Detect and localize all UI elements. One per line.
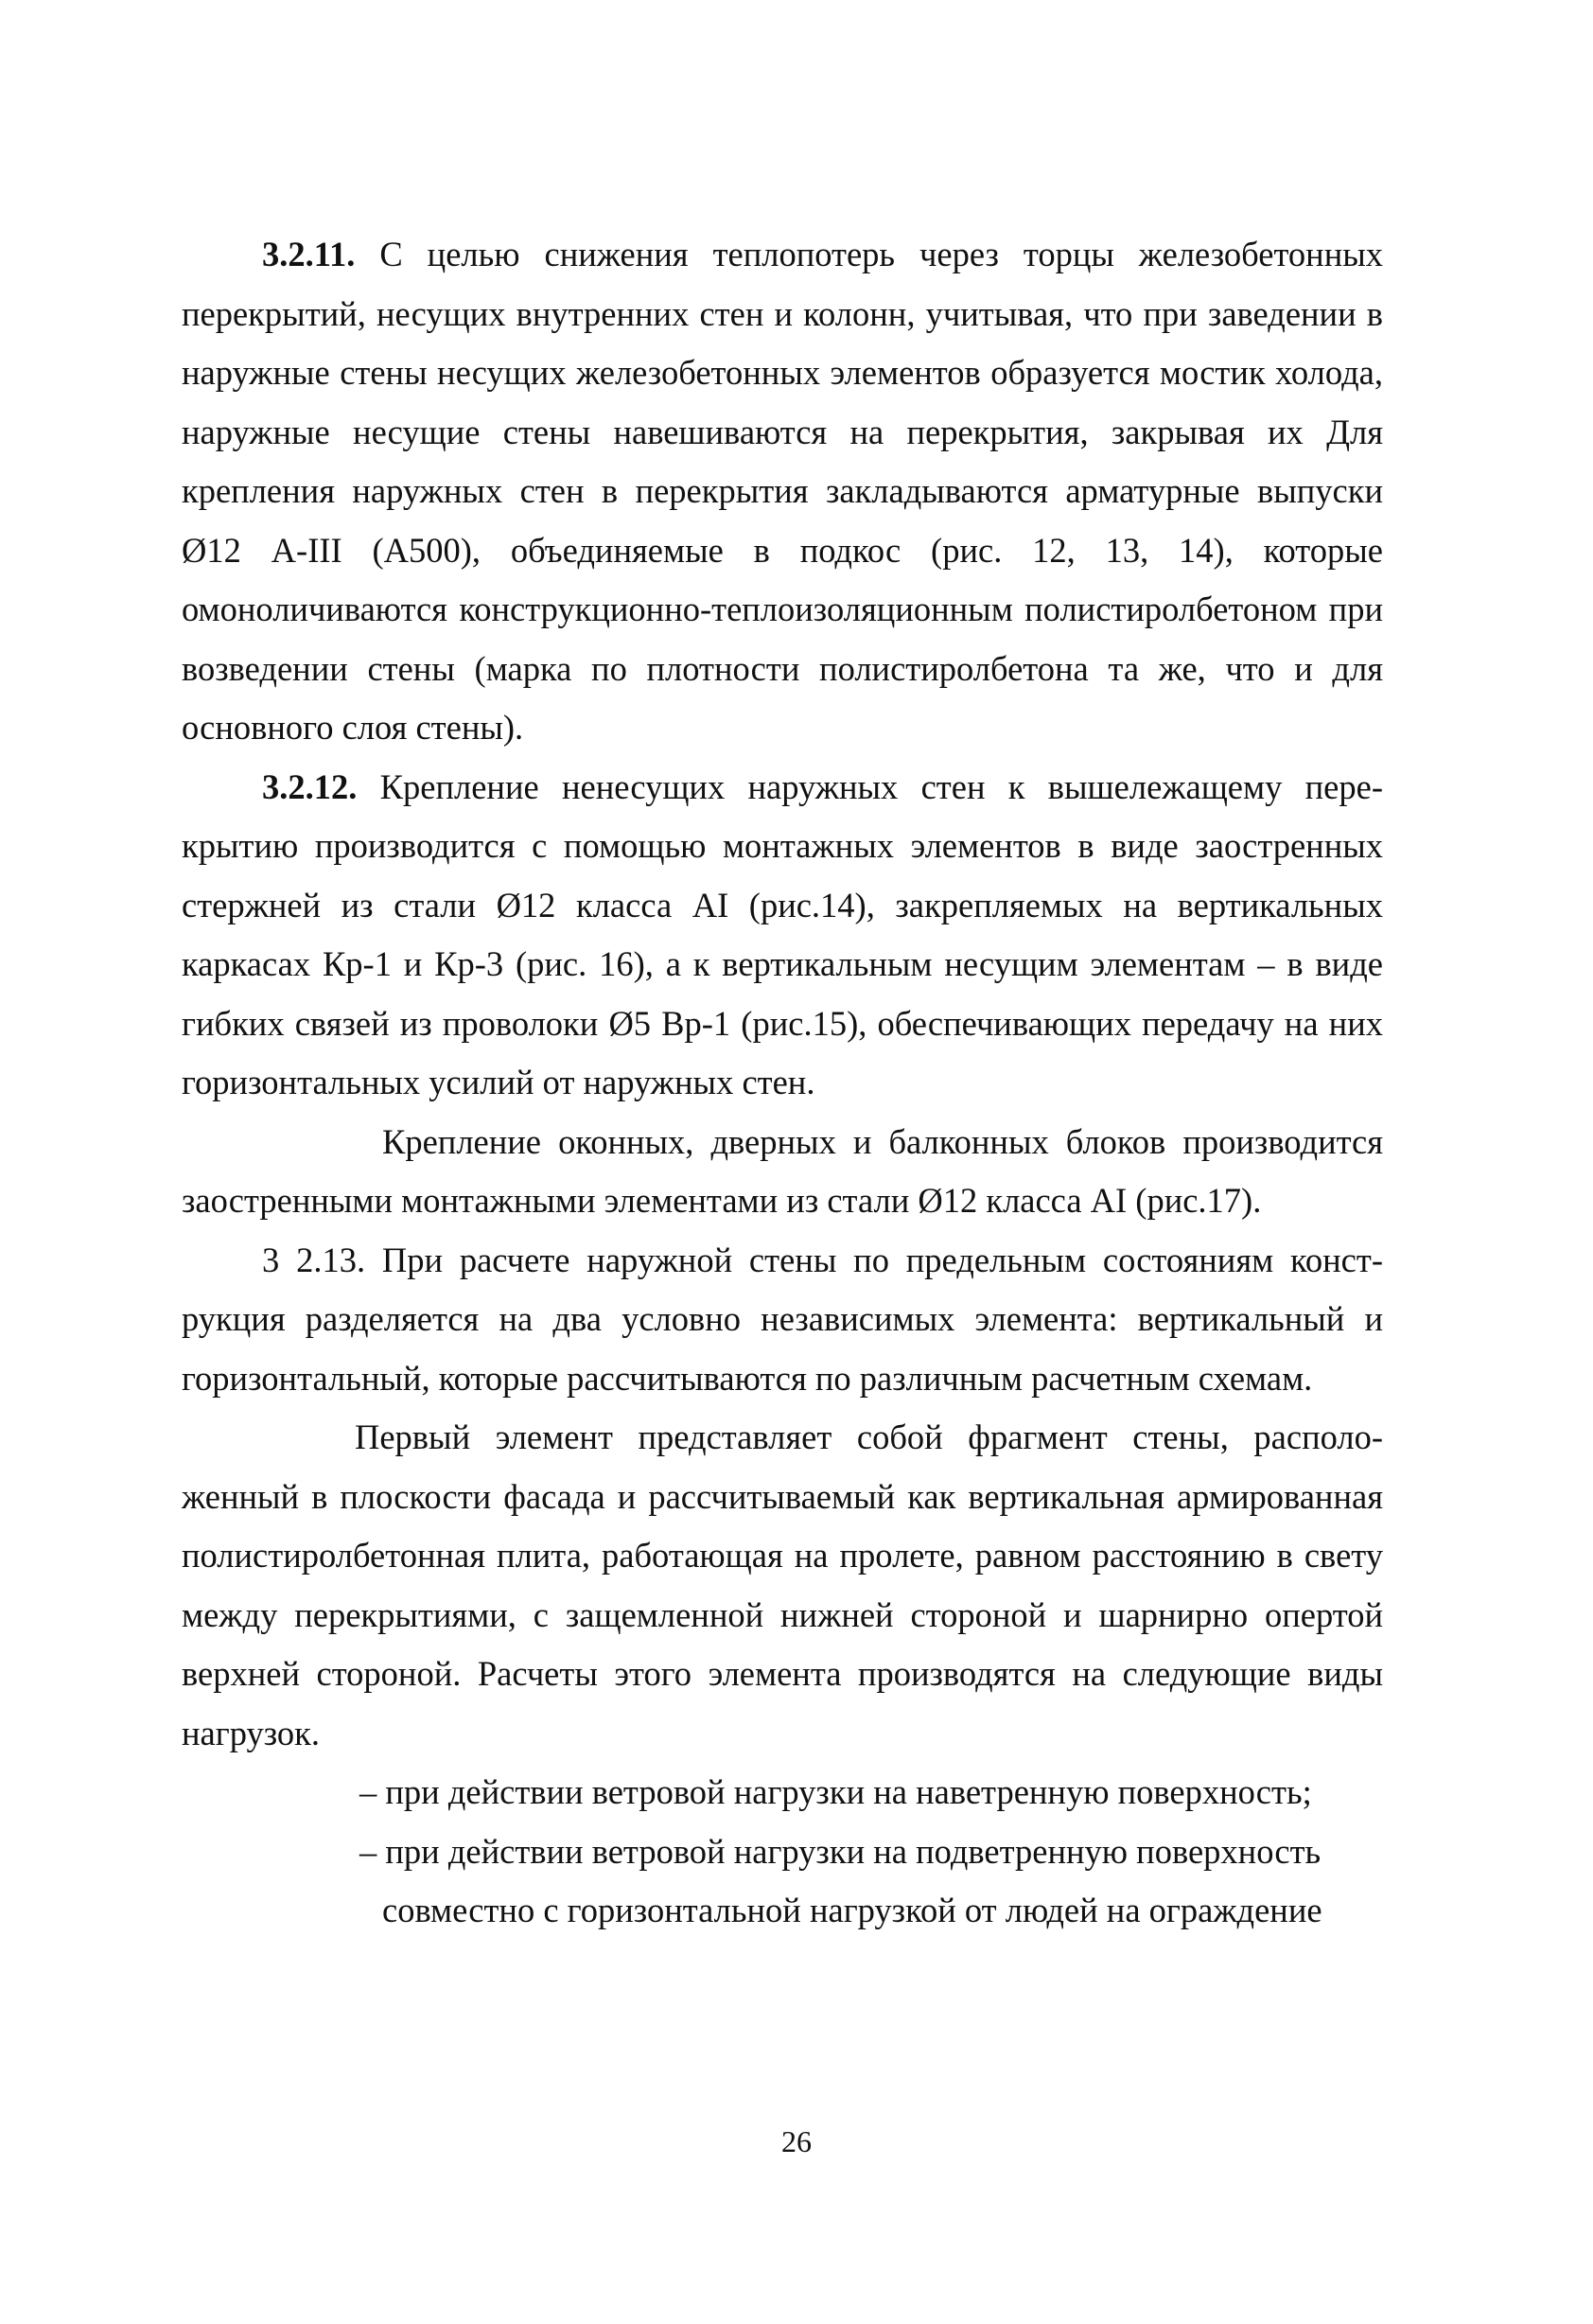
page-number: 26: [781, 2124, 812, 2158]
paragraph-first-element: [182, 1408, 1383, 1763]
body-text: [182, 225, 1383, 1941]
paragraph-3-2-13: [182, 1231, 1383, 1409]
paragraph-text: 3 2.13. При расчете наружной стены по предельным состояниям конструкция разделяется на два условно независимых элемента: вертикальный и горизонтальный, которые рассчитываются по различным расчетным схемам.: [182, 1240, 1383, 1398]
paragraph-text: Первый элемент представляет собой фрагмент стены, расположенный в плоскости фасада и рассчитываемый как вертикальная армированная полистиролбетонная плита, работающая на пролете, равном расстоянию в свету между перекрытиями, с защемленной нижней стороной и шарнирно опертой верхней стороной. Расчеты этого элемента производятся на следующие виды нагрузок.: [182, 1417, 1383, 1752]
load-types-list: [182, 1763, 1383, 1941]
list-item: – при действии ветровой нагрузки на наветренную поверхность;: [359, 1772, 1312, 1811]
paragraph-fastening-blocks: [182, 1113, 1383, 1231]
paragraph-text: Крепление оконных, дверных и балконных блоков производится заостренными монтажными элементами из стали Ø12 класса AI (рис.17).: [182, 1121, 1383, 1220]
paragraph-3-2-12: [182, 758, 1383, 1113]
paragraph-text: С целью снижения теплопотерь через торцы железобетонных перекрытий, несущих внутренних стен и колонн, учитывая, что при заведении в наружные стены несущих железобетонных элементов образуется мостик холода, наружные несущие стены навешиваются на перекрытия, закрывая их Для крепления наружных стен в перекрытия закладываются арматурные выпуски Ø12 А-III (А500), объединяемые в подкос (рис. 12, 13, 14), которые омоноличиваются конструкционно-теплоизоляционным полистиролбетоном при возведении стены (марка по плотности полистиролбетона та же, что и для основного слоя стены).: [182, 235, 1384, 747]
list-item-continuation: совместно с горизонтальной нагрузкой от людей на ограждение: [382, 1891, 1322, 1929]
section-number: 3.2.11.: [262, 235, 356, 273]
section-number: 3.2.12.: [262, 766, 358, 806]
paragraph-text: Крепление ненесущих наружных стен к вышележащему перекрытию производится с помощью монтажных элементов в виде заостренных стержней из стали Ø12 класса AI (рис.14), закрепляемых на вертикальных каркасах Кр-1 и Кр-3 (рис. 16), а к вертикальным несущим элементам – в виде гибких связей из проволоки Ø5 Вр-1 (рис.15), обеспечивающих передачу на них горизонтальных усилий от наружных стен.: [182, 766, 1383, 1101]
paragraph-3-2-11: [182, 225, 1383, 758]
list-item: – при действии ветровой нагрузки на подветренную поверхность: [359, 1831, 1322, 1871]
